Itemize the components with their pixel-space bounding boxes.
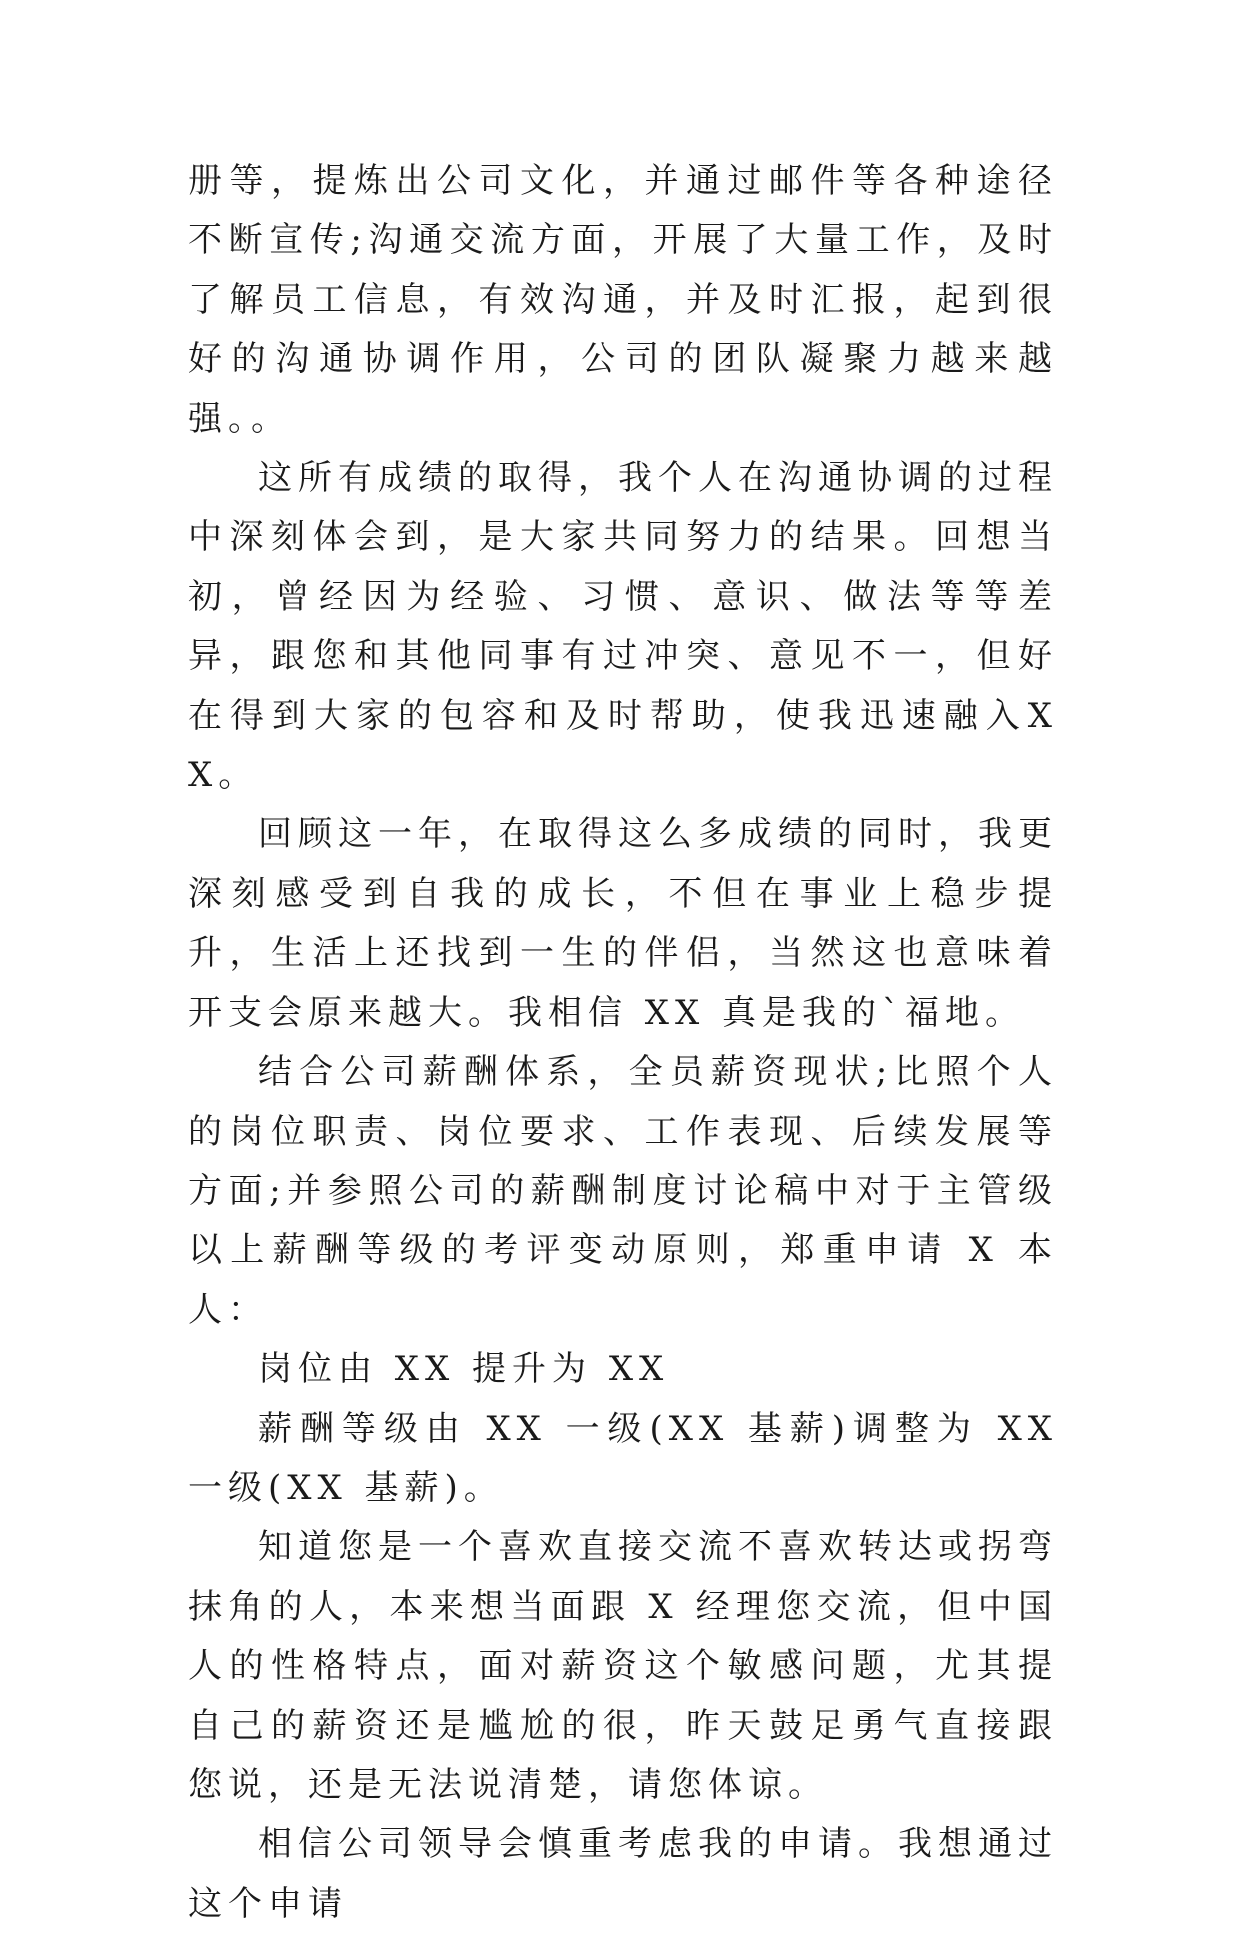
document-body bbox=[188, 152, 1058, 1934]
paragraph-salary-change: 薪酬等级由 XX 一级(XX 基薪)调整为 XX 一级(XX 基薪)。 bbox=[188, 1408, 1058, 1508]
paragraph: 这所有成绩的取得，我个人在沟通协调的过程中深刻体会到，是大家共同努力的结果。回想当初，曾经因为经验、习惯、意识、做法等等差异，跟您和其他同事有过冲突、意见不一，但好在得到大家的包容和及时帮助，使我迅速融入XX。 bbox=[188, 458, 1058, 796]
paragraph-continued: 册等，提炼出公司文化，并通过邮件等各种途径不断宣传;沟通交流方面，开展了大量工作，及时了解员工信息，有效沟通，并及时汇报，起到很好的沟通协调作用，公司的团队凝聚力越来越强。。 bbox=[188, 161, 1058, 439]
paragraph: 结合公司薪酬体系，全员薪资现状;比照个人的岗位职责、岗位要求、工作表现、后续发展等方面;并参照公司的薪酬制度讨论稿中对于主管级以上薪酬等级的考评变动原则，郑重申请 X 本人： bbox=[188, 1052, 1058, 1330]
paragraph-position-change: 岗位由 XX 提升为 XX bbox=[258, 1349, 670, 1390]
paragraph: 知道您是一个喜欢直接交流不喜欢转达或拐弯抹角的人，本来想当面跟 X 经理您交流，但中国人的性格特点，面对薪资这个敏感问题，尤其提自己的薪资还是尴尬的很，昨天鼓足勇气直接跟您说，还是无法说清楚，请您体谅。 bbox=[188, 1527, 1058, 1805]
paragraph: 回顾这一年，在取得这么多成绩的同时，我更深刻感受到自我的成长，不但在事业上稳步提升，生活上还找到一生的伴侣，当然这也意味着开支会原来越大。我相信 XX 真是我的`福地。 bbox=[188, 814, 1058, 1033]
paragraph: 相信公司领导会慎重考虑我的申请。我想通过这个申请 bbox=[188, 1824, 1058, 1924]
